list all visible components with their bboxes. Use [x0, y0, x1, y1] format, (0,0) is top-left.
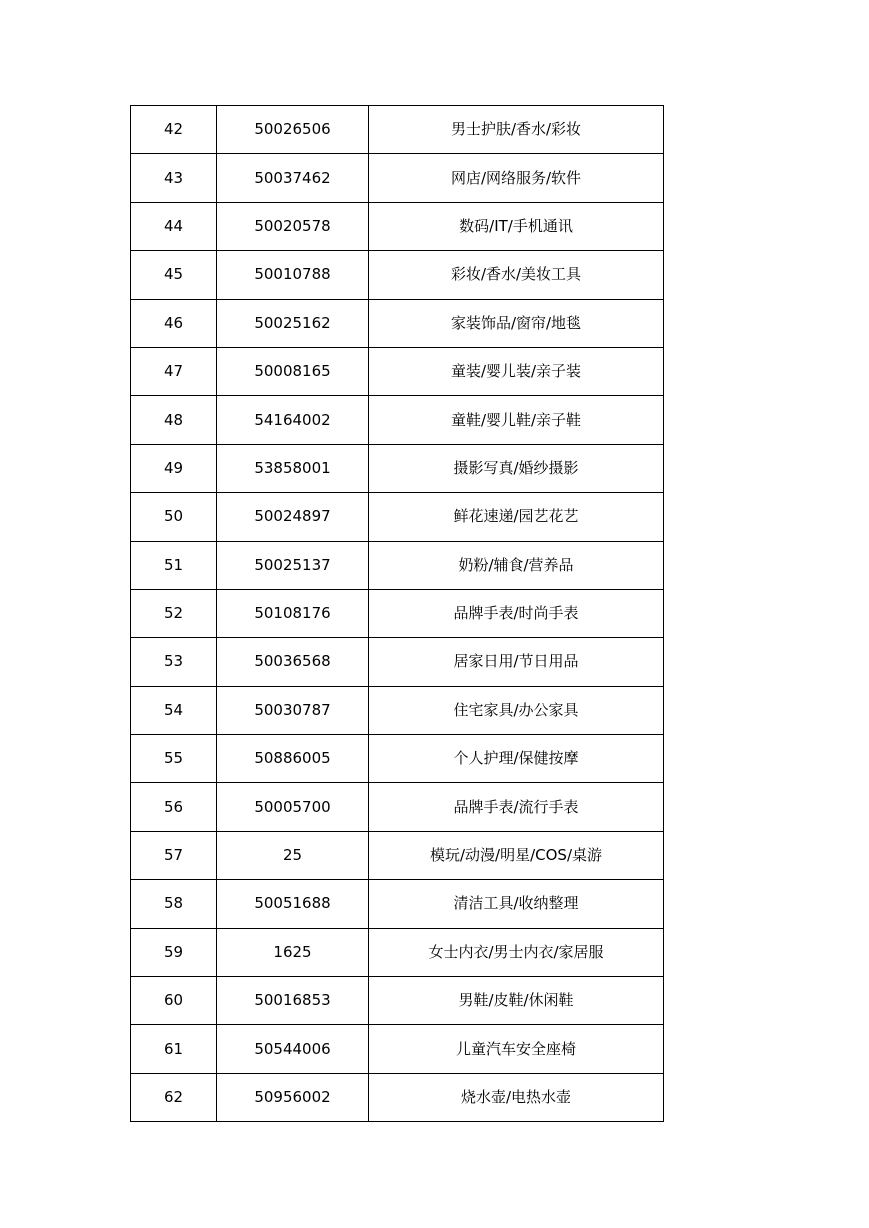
row-number: 46	[131, 299, 217, 347]
category-id: 50051688	[217, 880, 369, 928]
table-row	[131, 686, 664, 734]
table-row	[131, 928, 664, 976]
row-number: 50	[131, 493, 217, 541]
category-name: 品牌手表/流行手表	[369, 783, 664, 831]
category-name: 童装/婴儿装/亲子装	[369, 347, 664, 395]
category-id: 50005700	[217, 783, 369, 831]
category-id: 50037462	[217, 154, 369, 202]
row-number: 60	[131, 977, 217, 1025]
row-number: 42	[131, 106, 217, 154]
category-id: 53858001	[217, 444, 369, 492]
category-name: 模玩/动漫/明星/COS/桌游	[369, 831, 664, 879]
table-row	[131, 444, 664, 492]
category-id: 50026506	[217, 106, 369, 154]
category-name: 男鞋/皮鞋/休闲鞋	[369, 977, 664, 1025]
table-row	[131, 493, 664, 541]
category-name: 鲜花速递/园艺花艺	[369, 493, 664, 541]
table-row	[131, 638, 664, 686]
row-number: 49	[131, 444, 217, 492]
table-body	[131, 106, 664, 1122]
table-row	[131, 396, 664, 444]
category-name: 奶粉/辅食/营养品	[369, 541, 664, 589]
row-number: 55	[131, 735, 217, 783]
table-row	[131, 1025, 664, 1073]
table-row	[131, 735, 664, 783]
category-id: 50025162	[217, 299, 369, 347]
category-name: 儿童汽车安全座椅	[369, 1025, 664, 1073]
row-number: 53	[131, 638, 217, 686]
table-row	[131, 783, 664, 831]
category-name: 彩妆/香水/美妆工具	[369, 251, 664, 299]
category-name: 男士护肤/香水/彩妆	[369, 106, 664, 154]
category-id: 50016853	[217, 977, 369, 1025]
category-id: 25	[217, 831, 369, 879]
category-name: 网店/网络服务/软件	[369, 154, 664, 202]
category-id: 50108176	[217, 589, 369, 637]
category-name: 烧水壶/电热水壶	[369, 1073, 664, 1121]
table-row	[131, 154, 664, 202]
row-number: 44	[131, 202, 217, 250]
table-row	[131, 202, 664, 250]
row-number: 59	[131, 928, 217, 976]
category-id: 54164002	[217, 396, 369, 444]
category-name: 居家日用/节日用品	[369, 638, 664, 686]
category-id: 50025137	[217, 541, 369, 589]
row-number: 62	[131, 1073, 217, 1121]
row-number: 48	[131, 396, 217, 444]
row-number: 58	[131, 880, 217, 928]
table-row	[131, 106, 664, 154]
table-row	[131, 977, 664, 1025]
category-id: 50956002	[217, 1073, 369, 1121]
row-number: 57	[131, 831, 217, 879]
category-name: 摄影写真/婚纱摄影	[369, 444, 664, 492]
category-id: 50010788	[217, 251, 369, 299]
category-id: 50008165	[217, 347, 369, 395]
category-name: 童鞋/婴儿鞋/亲子鞋	[369, 396, 664, 444]
row-number: 54	[131, 686, 217, 734]
category-table	[130, 105, 664, 1122]
category-id: 50020578	[217, 202, 369, 250]
category-id: 50024897	[217, 493, 369, 541]
category-name: 品牌手表/时尚手表	[369, 589, 664, 637]
category-id: 50544006	[217, 1025, 369, 1073]
row-number: 61	[131, 1025, 217, 1073]
category-id: 50036568	[217, 638, 369, 686]
row-number: 51	[131, 541, 217, 589]
category-name: 家装饰品/窗帘/地毯	[369, 299, 664, 347]
row-number: 52	[131, 589, 217, 637]
row-number: 56	[131, 783, 217, 831]
category-id: 50030787	[217, 686, 369, 734]
table-row	[131, 589, 664, 637]
category-name: 个人护理/保健按摩	[369, 735, 664, 783]
category-id: 1625	[217, 928, 369, 976]
table-row	[131, 880, 664, 928]
category-id: 50886005	[217, 735, 369, 783]
category-name: 女士内衣/男士内衣/家居服	[369, 928, 664, 976]
row-number: 45	[131, 251, 217, 299]
table-row	[131, 1073, 664, 1121]
table-row	[131, 251, 664, 299]
row-number: 43	[131, 154, 217, 202]
category-name: 数码/IT/手机通讯	[369, 202, 664, 250]
row-number: 47	[131, 347, 217, 395]
category-name: 住宅家具/办公家具	[369, 686, 664, 734]
table-row	[131, 299, 664, 347]
table-row	[131, 347, 664, 395]
table-row	[131, 831, 664, 879]
category-name: 清洁工具/收纳整理	[369, 880, 664, 928]
table-row	[131, 541, 664, 589]
